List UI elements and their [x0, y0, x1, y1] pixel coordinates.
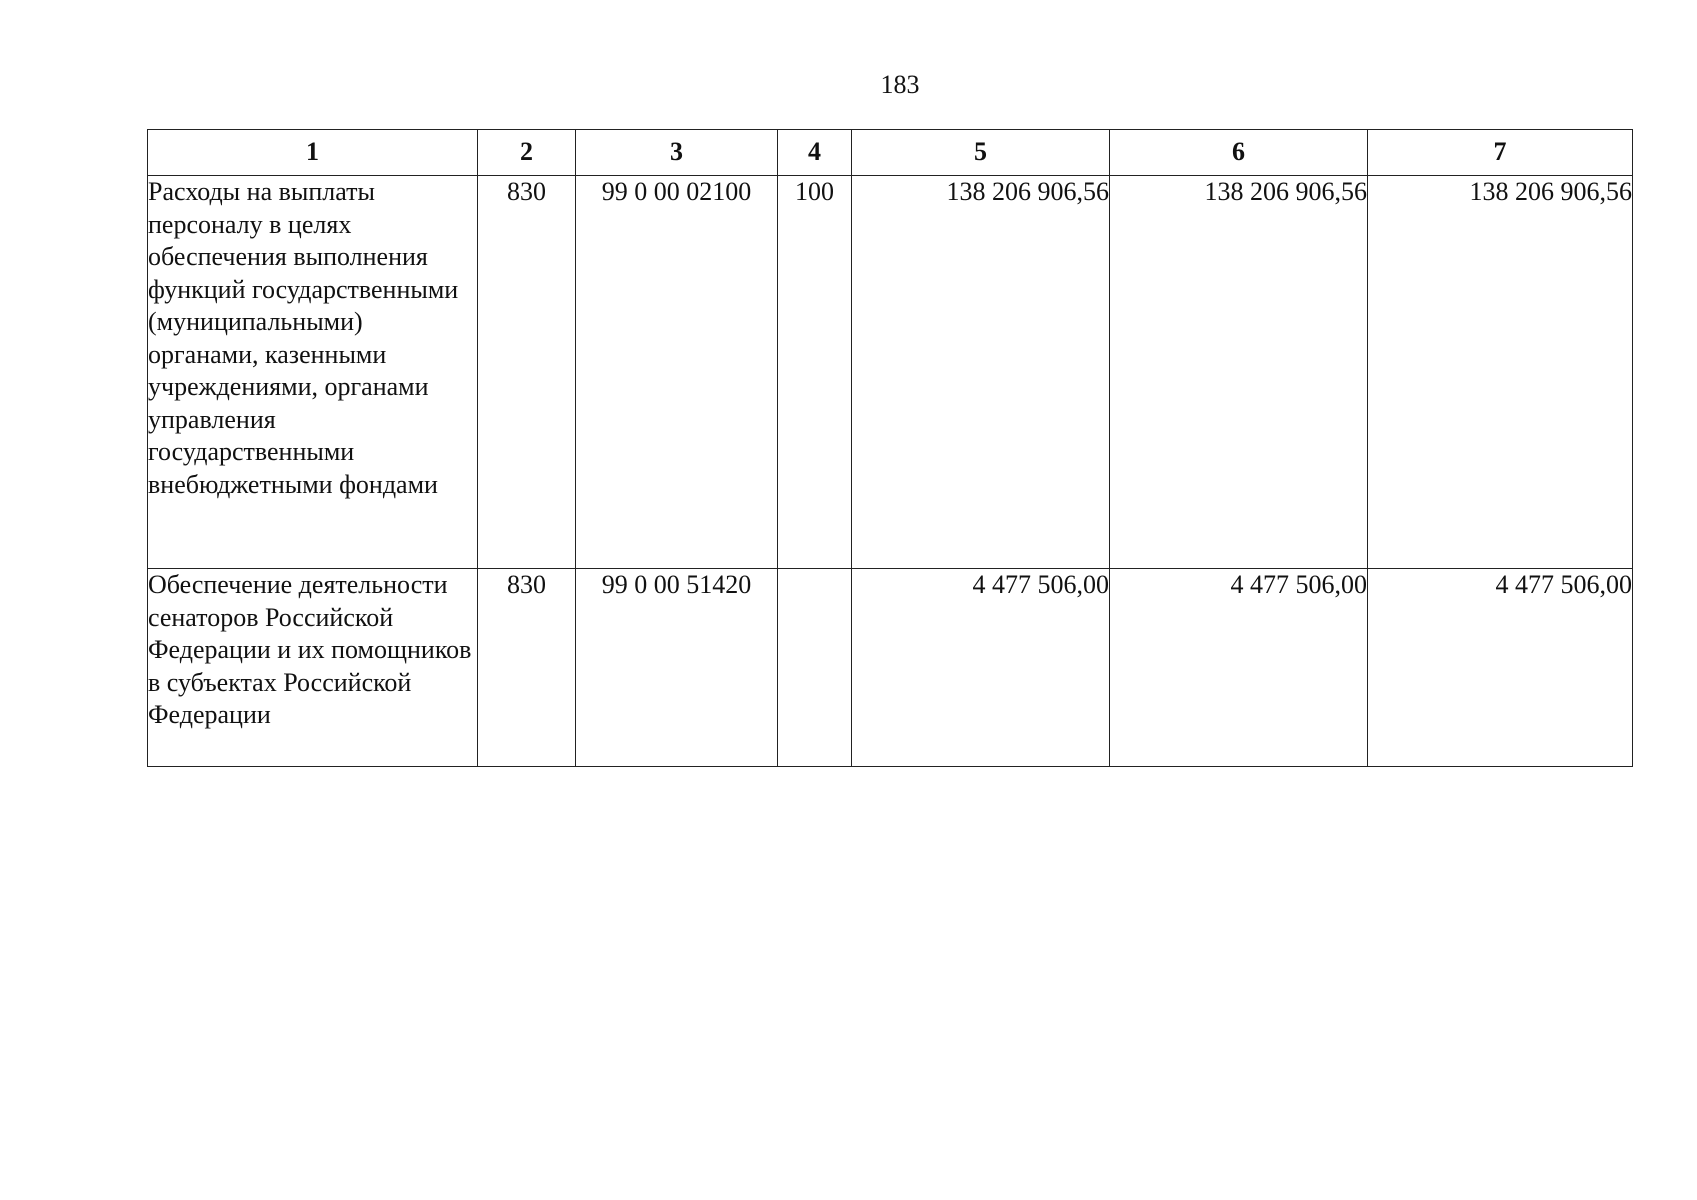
row-kind-cell: 100	[778, 176, 852, 569]
column-header-3: 3	[576, 130, 778, 176]
row-amount-7-cell: 138 206 906,56	[1368, 176, 1633, 569]
column-header-5: 5	[852, 130, 1110, 176]
budget-table	[147, 129, 1633, 767]
table-header-row	[148, 130, 1633, 176]
column-header-1: 1	[148, 130, 478, 176]
row-code-cell: 830	[478, 569, 576, 767]
row-amount-5-cell: 138 206 906,56	[852, 176, 1110, 569]
row-amount-7-cell: 4 477 506,00	[1368, 569, 1633, 767]
row-amount-6-cell: 4 477 506,00	[1110, 569, 1368, 767]
row-code-cell: 830	[478, 176, 576, 569]
column-header-4: 4	[778, 130, 852, 176]
row-amount-5-cell: 4 477 506,00	[852, 569, 1110, 767]
column-header-2: 2	[478, 130, 576, 176]
row-name-cell: Обеспечение деятельности сенаторов Российской Федерации и их помощников в субъектах Российской Федерации	[148, 569, 478, 767]
row-name-cell: Расходы на выплаты персоналу в целях обеспечения выполнения функций государственными (муниципальными) органами, казенными учреждениями, органами управления государственными внебюджетными фондами	[148, 176, 478, 569]
column-header-6: 6	[1110, 130, 1368, 176]
row-kind-cell	[778, 569, 852, 767]
table-row	[148, 569, 1633, 767]
column-header-7: 7	[1368, 130, 1633, 176]
page-number: 183	[880, 70, 920, 99]
row-amount-6-cell: 138 206 906,56	[1110, 176, 1368, 569]
table-row	[148, 176, 1633, 569]
row-target-cell: 99 0 00 02100	[576, 176, 778, 569]
row-target-cell: 99 0 00 51420	[576, 569, 778, 767]
